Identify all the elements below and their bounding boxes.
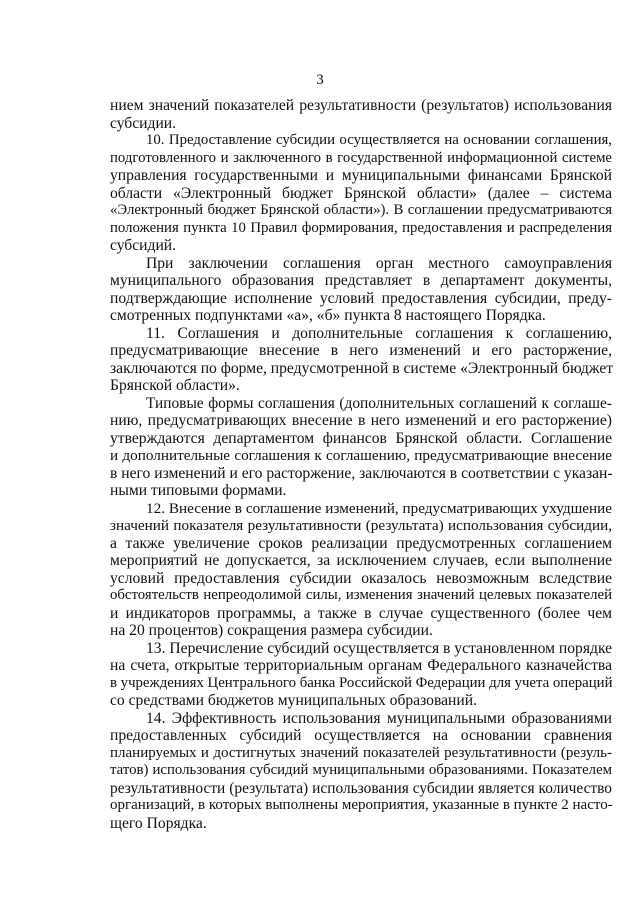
text-line: нию, предусматривающих внесение в него изменений и его расторжение)	[110, 412, 612, 429]
text-line: организаций, в которых выполнены мероприятия, указанные в пункте 2 насто-	[110, 797, 613, 813]
text-line: 10. Предоставление субсидии осуществляется на основании соглашения,	[146, 132, 612, 148]
text-line: и индикаторов программы, а также в случае существенного (более чем	[110, 604, 612, 622]
text-line: управления государственными и муниципальными финансами Брянской	[110, 167, 612, 184]
text-line: предоставленных субсидий осуществляется на основании сравнения	[110, 727, 612, 744]
text-line: и дополнительные соглашения к соглашению, предусматривающие внесение	[110, 447, 612, 464]
text-line: щего Порядка.	[110, 814, 207, 832]
text-line: подготовленного и заключенного в государственной информационной системе	[110, 149, 612, 166]
text-line: подтверждающие исполнение условий предоставления субсидии, преду-	[110, 289, 612, 307]
text-line: утверждаются департаментом финансов Брянской области. Соглашение	[110, 429, 612, 447]
text-line: татов) использования субсидий муниципальными образованиями. Показателем	[110, 762, 612, 778]
text-line: субсидии.	[110, 114, 177, 132]
text-line: положения пункта 10 Правил формирования, предоставления и распределения	[110, 219, 612, 236]
text-line: условий предоставления субсидии оказалось невозможным вследствие	[110, 569, 612, 587]
text-line: 13. Перечисление субсидий осуществляется в установленном порядке	[146, 639, 613, 657]
text-line: нием значений показателей результативности (результатов) использования	[110, 97, 612, 114]
text-line: смотренных подпунктами «а», «б» пункта 8 настоящего Порядка.	[110, 307, 546, 324]
text-line: а также увеличение сроков реализации предусмотренных соглашением	[110, 534, 612, 552]
text-line: заключаются по форме, предусмотренной в системе «Электронный бюджет	[110, 359, 614, 377]
text-line: При заключении соглашения орган местного самоуправления	[146, 254, 612, 272]
text-line: Брянской области».	[110, 377, 240, 394]
page-number: 3	[316, 72, 324, 88]
text-line: Типовые формы соглашения (дополнительных соглашений к соглаше-	[146, 394, 612, 412]
text-line: муниципального образования представляет в департамент документы,	[110, 272, 612, 289]
document-body	[110, 97, 612, 832]
text-line: 11. Соглашения и дополнительные соглашения к соглашению,	[146, 324, 612, 342]
text-line: 12. Внесение в соглашение изменений, предусматривающих ухудшение	[146, 499, 612, 517]
text-line: на 20 процентов) сокращения размера субсидии.	[110, 622, 433, 639]
text-line: области «Электронный бюджет Брянской области» (далее – система	[110, 184, 612, 202]
text-line: обстоятельств непреодолимой силы, изменения значений целевых показателей	[110, 587, 612, 603]
text-line: на счета, открытые территориальным органам Федерального казначейства	[110, 657, 612, 674]
text-line: результативности (результата) использования субсидии является количество	[110, 779, 612, 797]
text-line: 14. Эффективность использования муниципальными образованиями	[146, 709, 612, 727]
text-line: со средствами бюджетов муниципальных образований.	[110, 692, 477, 709]
text-line: планируемых и достигнутых значений показателей результативности (резуль-	[110, 744, 612, 761]
text-line: субсидий.	[110, 237, 177, 254]
text-line: «Электронный бюджет Брянской области»). В соглашении предусматриваются	[110, 202, 612, 218]
text-line: в него изменений и его расторжение, заключаются в соответствии с указан-	[110, 464, 613, 482]
text-line: в учреждениях Центрального банка Российской Федерации для учета операций	[110, 674, 613, 691]
text-line: ными типовыми формами.	[110, 482, 287, 499]
text-line: предусматривающие внесение в него изменений и его расторжение,	[110, 342, 612, 359]
text-line: значений показателя результативности (результата) использования субсидии,	[110, 517, 612, 534]
text-line: мероприятий не допускается, за исключением случаев, если выполнение	[110, 552, 612, 569]
